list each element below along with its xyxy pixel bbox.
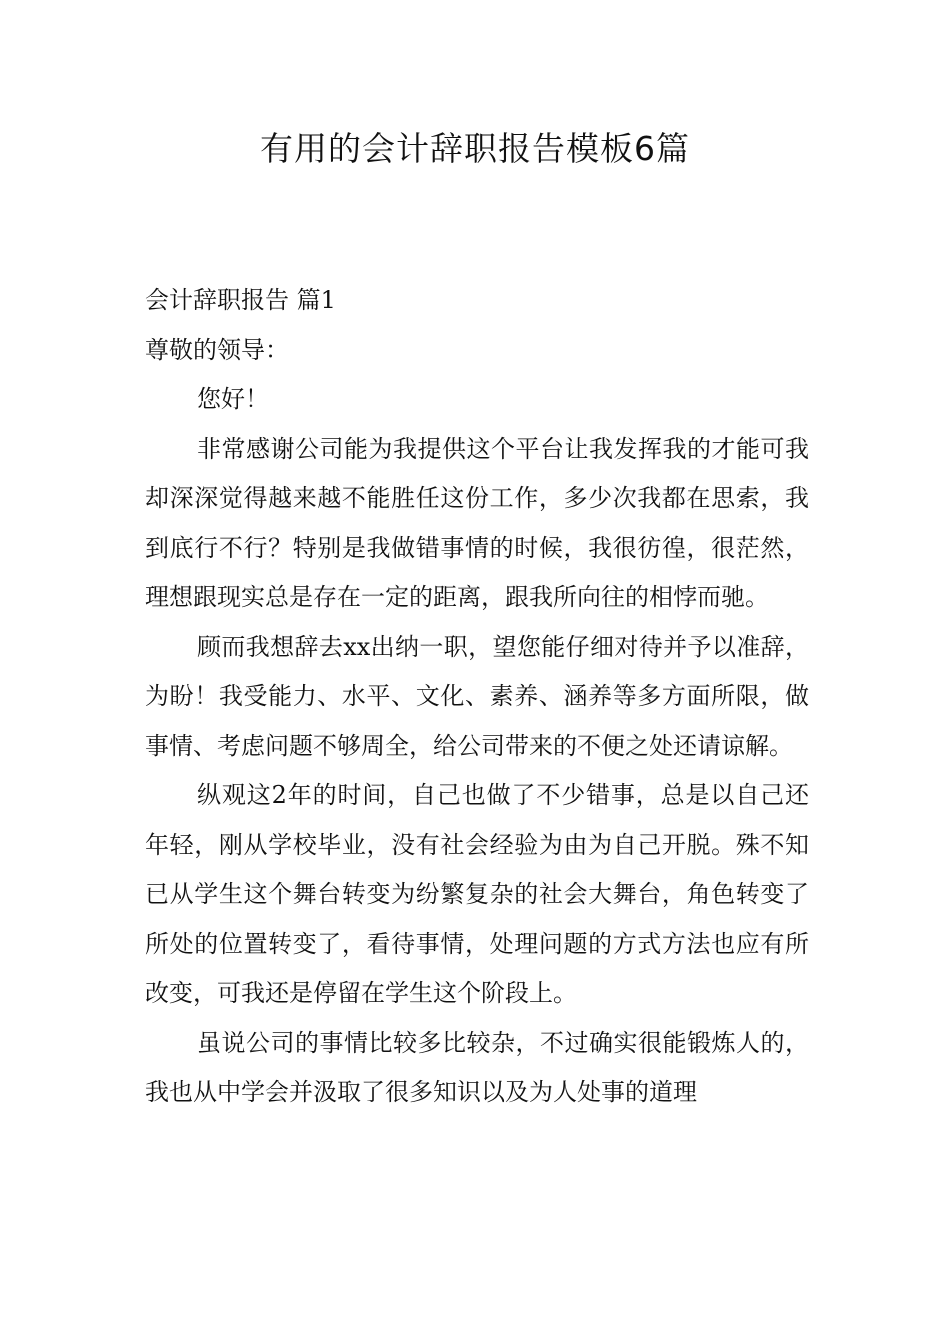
paragraph: 非常感谢公司能为我提供这个平台让我发挥我的才能可我却深深觉得越来越不能胜任这份工作，多少次我都在思索，我到底行不行？特别是我做错事情的时候，我很彷徨，很茫然，理想跟现实总是存在一定的距离，跟我所向往的相悖而驰。 (145, 434, 809, 611)
paragraph: 虽说公司的事情比较多比较杂，不过确实很能锻炼人的，我也从中学会并汲取了很多知识以及为人处事的道理 (145, 1028, 809, 1106)
greeting: 您好！ (197, 385, 269, 413)
paragraph: 顾而我想辞去xx出纳一职，望您能仔细对待并予以准辞，为盼！我受能力、水平、文化、素养、涵养等多方面所限，做事情、考虑问题不够周全，给公司带来的不便之处还请谅解。 (145, 632, 809, 760)
paragraph: 纵观这2年的时间，自己也做了不少错事，总是以自己还年轻，刚从学校毕业，没有社会经验为由为自己开脱。殊不知已从学生这个舞台转变为纷繁复杂的社会大舞台，角色转变了所处的位置转变了，看待事情，处理问题的方式方法也应有所改变，可我还是停留在学生这个阶段上。 (145, 781, 809, 1007)
document-title: 有用的会计辞职报告模板6篇 (260, 129, 690, 168)
section-heading: 会计辞职报告 篇1 (145, 286, 336, 314)
salutation: 尊敬的领导： (145, 335, 289, 364)
document-body (145, 276, 809, 1118)
